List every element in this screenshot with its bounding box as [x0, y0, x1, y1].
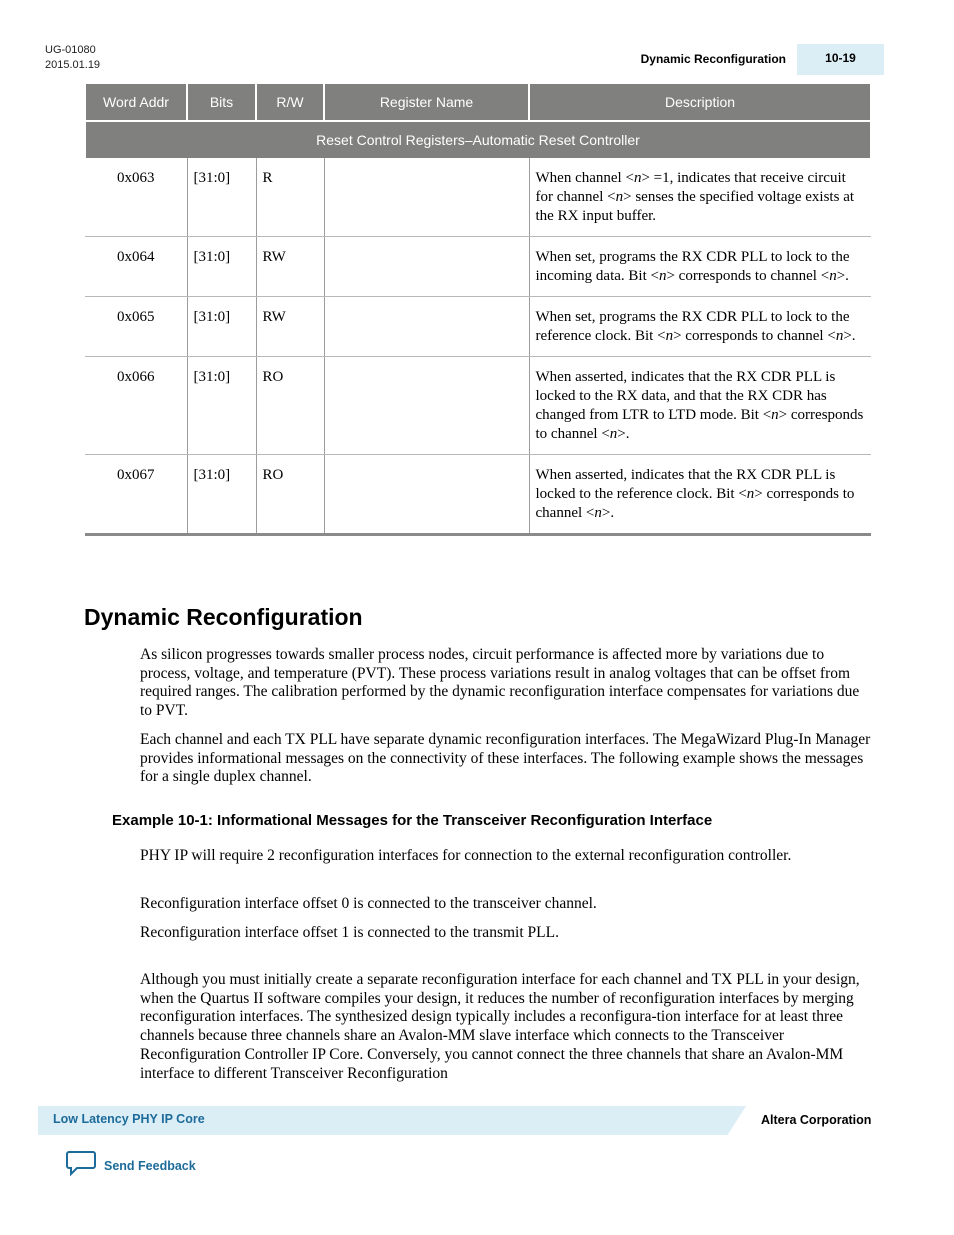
cell-addr: 0x063 — [85, 158, 187, 237]
cell-rw: RW — [256, 297, 324, 357]
page-number: 10-19 — [797, 44, 884, 75]
cell-desc: When asserted, indicates that the RX CDR PLL is locked to the RX data, and that the RX CDR has changed from LTR to LTD mode. Bit <n> corresponds to channel <n>. — [529, 357, 871, 455]
footer-doc-title[interactable]: Low Latency PHY IP Core — [53, 1112, 205, 1126]
col-header-word-addr: Word Addr — [85, 84, 187, 121]
section-heading: Dynamic Reconfiguration — [84, 604, 363, 630]
cell-bits: [31:0] — [187, 297, 256, 357]
cell-addr: 0x067 — [85, 455, 187, 535]
doc-id: UG-01080 — [45, 44, 96, 56]
register-table — [84, 84, 872, 536]
footer-company: Altera Corporation — [761, 1113, 872, 1127]
send-feedback-link[interactable] — [66, 1150, 196, 1181]
cell-desc: When asserted, indicates that the RX CDR PLL is locked to the reference clock. Bit <n> corresponds to channel <n>. — [529, 455, 871, 535]
example-title: Example 10-1: Informational Messages for the Transceiver Reconfiguration Interface — [112, 812, 713, 829]
cell-addr: 0x064 — [85, 237, 187, 297]
cell-desc: When set, programs the RX CDR PLL to lock to the incoming data. Bit <n> corresponds to channel <n>. — [529, 237, 871, 297]
cell-bits: [31:0] — [187, 158, 256, 237]
send-feedback-label: Send Feedback — [104, 1158, 196, 1173]
cell-desc: When set, programs the RX CDR PLL to lock to the reference clock. Bit <n> corresponds to channel <n>. — [529, 297, 871, 357]
paragraph-merging: Although you must initially create a separate reconfiguration interface for each channel and TX PLL in your design, when the Quartus II software compiles your design, it reduces the number of reconfiguration interfaces by merging reconfiguration interfaces. The synthesized design typically includes a reconfigura-tion interface for at least three channels because three channels share an Avalon-MM slave interface which connects to the Transceiver Reconfiguration Controller IP Core. Conversely, you cannot connect the three channels that share an Avalon-MM interface to different Transceiver Reconfiguration — [140, 971, 860, 1082]
col-header-register-name: Register Name — [324, 84, 529, 121]
table-row — [85, 357, 871, 455]
cell-rw: RO — [256, 455, 324, 535]
cell-rw: RW — [256, 237, 324, 297]
cell-rw: RO — [256, 357, 324, 455]
example-message-3: Reconfiguration interface offset 1 is connected to the transmit PLL. — [140, 924, 559, 941]
cell-bits: [31:0] — [187, 357, 256, 455]
table-row — [85, 455, 871, 535]
table-group-title: Reset Control Registers–Automatic Reset Controller — [85, 121, 871, 158]
cell-name — [324, 297, 529, 357]
speech-bubble-icon — [66, 1150, 96, 1181]
cell-addr: 0x065 — [85, 297, 187, 357]
doc-meta — [45, 43, 100, 73]
cell-name — [324, 455, 529, 535]
cell-addr: 0x066 — [85, 357, 187, 455]
table-row — [85, 237, 871, 297]
example-message-1: PHY IP will require 2 reconfiguration interfaces for connection to the external reconfiguration controller. — [140, 847, 792, 864]
cell-name — [324, 357, 529, 455]
col-header-description: Description — [529, 84, 871, 121]
col-header-bits: Bits — [187, 84, 256, 121]
cell-bits: [31:0] — [187, 237, 256, 297]
example-message-2: Reconfiguration interface offset 0 is connected to the transceiver channel. — [140, 895, 597, 912]
cell-rw: R — [256, 158, 324, 237]
running-section-title: Dynamic Reconfiguration — [640, 52, 786, 66]
cell-desc: When channel <n> =1, indicates that receive circuit for channel <n> senses the specified voltage exists at the RX input buffer. — [529, 158, 871, 237]
doc-date: 2015.01.19 — [45, 59, 101, 71]
col-header-rw: R/W — [256, 84, 324, 121]
paragraph-interfaces: Each channel and each TX PLL have separate dynamic reconfiguration interfaces. The MegaWizard Plug-In Manager provides informational messages on the connectivity of these interfaces. The following example shows the messages for a single duplex channel. — [140, 731, 871, 786]
paragraph-intro: As silicon progresses towards smaller process nodes, circuit performance is affected more by variations due to process, voltage, and temperature (PVT). These process variations result in analog voltages that can be offset from required ranges. The calibration performed by the dynamic reconfiguration interface compensates for variations due to PVT. — [140, 646, 860, 720]
cell-name — [324, 237, 529, 297]
table-row — [85, 297, 871, 357]
cell-bits: [31:0] — [187, 455, 256, 535]
cell-name — [324, 158, 529, 237]
table-row — [85, 158, 871, 237]
